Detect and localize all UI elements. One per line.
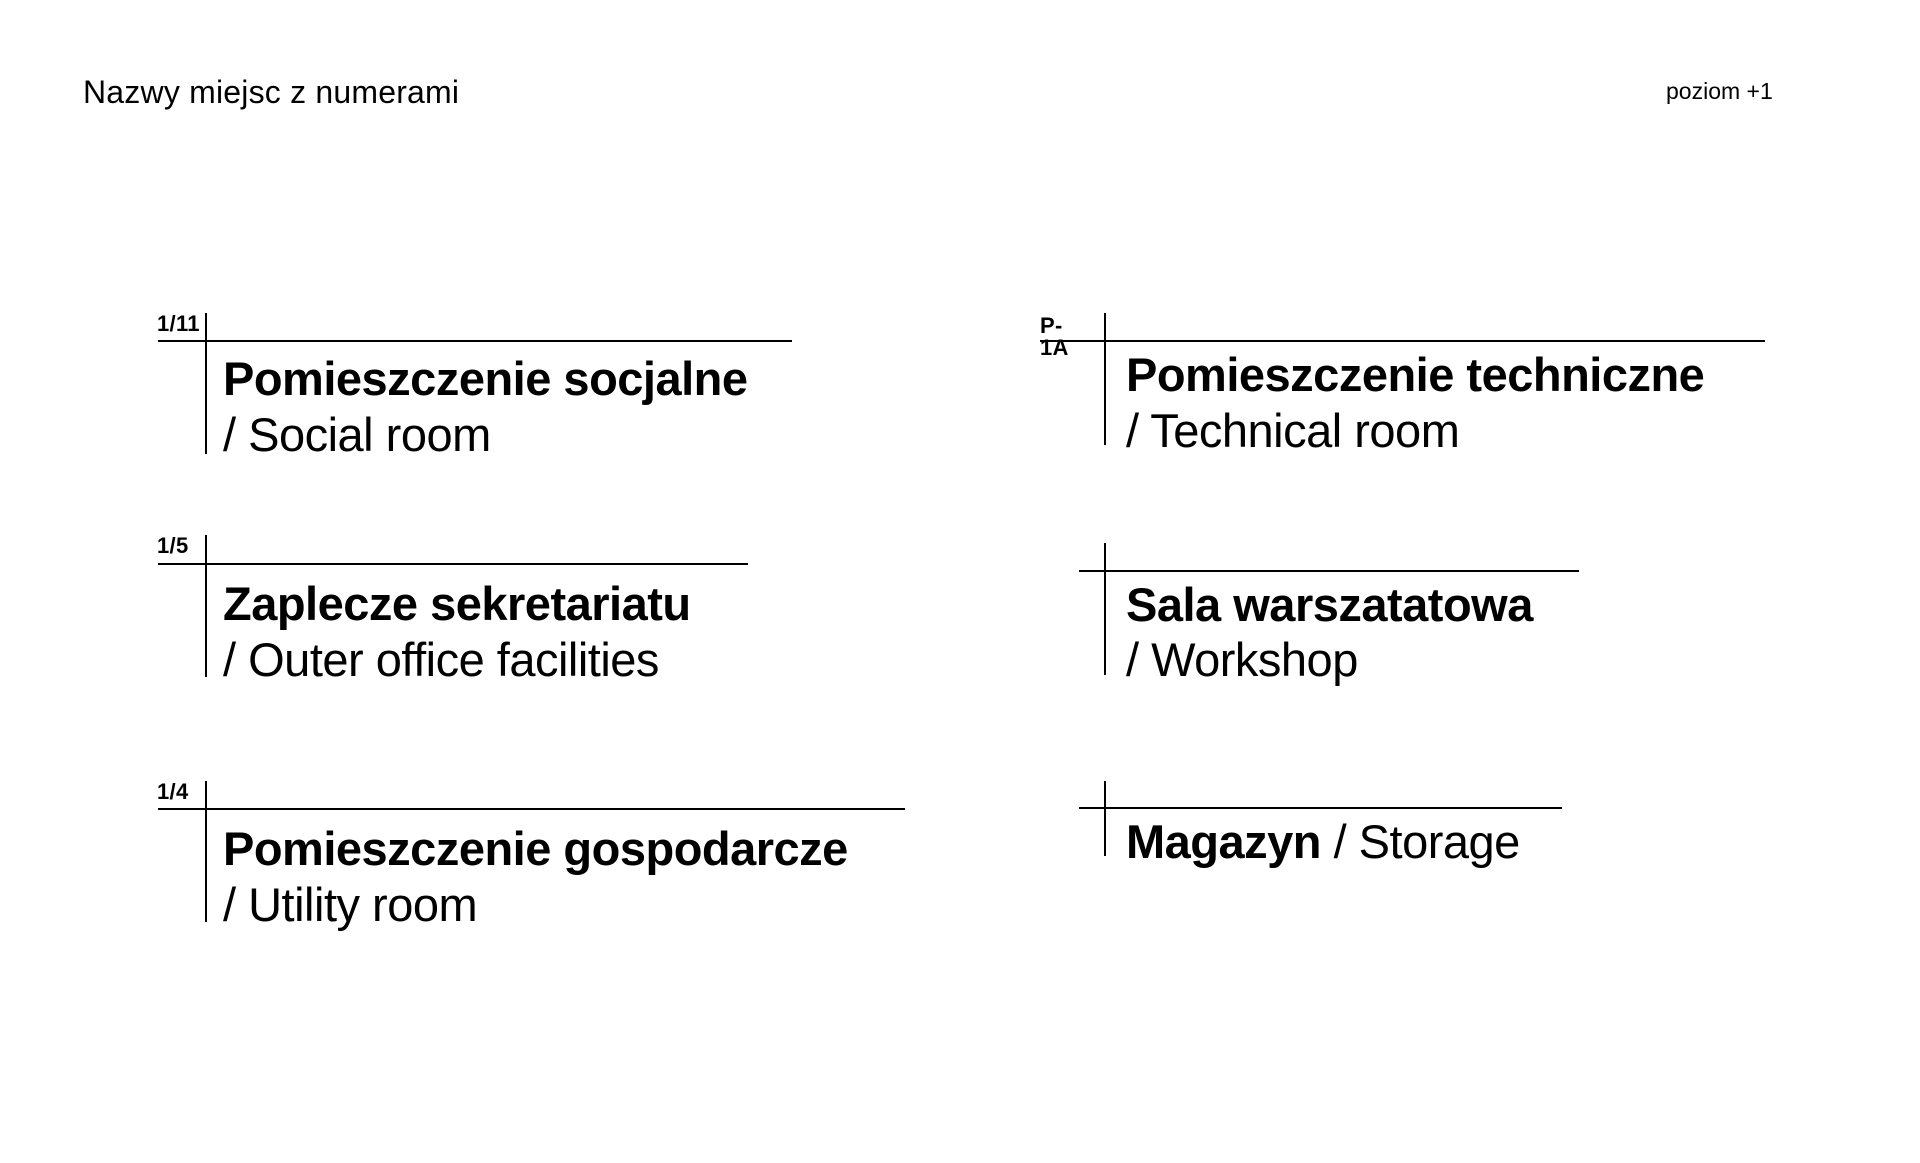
room-name-en: / Workshop [1126, 633, 1358, 686]
sign-vertical-line [1104, 781, 1106, 856]
room-number: 1/5 [157, 533, 189, 558]
room-name-en: / Technical room [1126, 404, 1460, 457]
room-name-en: / Utility room [223, 878, 478, 931]
sign-divider-line [1079, 570, 1579, 572]
sign-vertical-line [205, 313, 207, 454]
sign-vertical-line [205, 781, 207, 922]
room-name-pl: Pomieszczenie socjalne [223, 352, 748, 405]
level-label: poziom +1 [1666, 78, 1773, 104]
room-name-en: / Outer office facilities [223, 633, 659, 686]
room-name-pl: Magazyn [1126, 815, 1321, 868]
sign-divider-line [1040, 340, 1765, 342]
room-number: 1/11 [157, 311, 200, 336]
sign-divider-line [158, 808, 905, 810]
sign-vertical-line [1104, 313, 1106, 445]
sign-divider-line [1079, 807, 1562, 809]
sign-divider-line [158, 340, 792, 342]
room-number: P-1A [1040, 313, 1069, 360]
sign-divider-line [158, 563, 748, 565]
room-name-pl: Pomieszczenie gospodarcze [223, 822, 848, 875]
room-number: 1/4 [157, 779, 189, 804]
room-name-pl: Zaplecze sekretariatu [223, 577, 691, 630]
sign-vertical-line [205, 535, 207, 677]
room-name-en: / Storage [1333, 815, 1520, 868]
room-name-en: / Social room [223, 408, 491, 461]
page-title: Nazwy miejsc z numerami [83, 74, 460, 110]
room-name-pl: Pomieszczenie techniczne [1126, 348, 1705, 401]
sign-vertical-line [1104, 543, 1106, 675]
room-name-line [1126, 815, 1520, 868]
room-name-pl: Sala warszatatowa [1126, 578, 1533, 631]
